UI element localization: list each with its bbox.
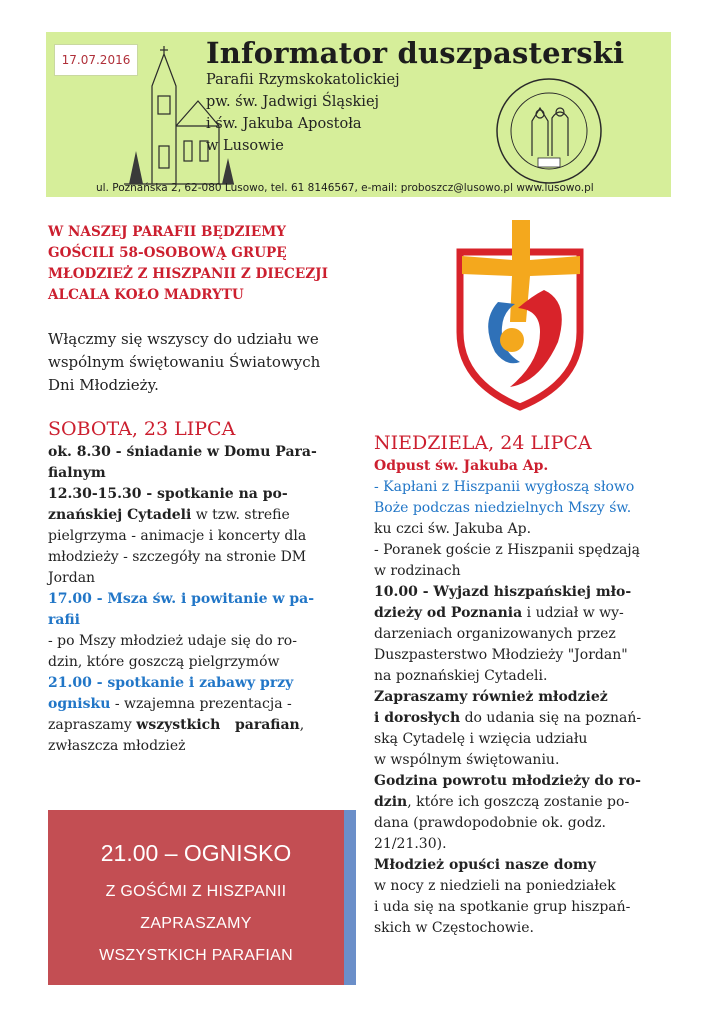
sunday-title: NIEDZIELA, 24 LIPCA	[374, 432, 592, 454]
departure-detail-3: Duszpasterstwo Młodzieży "Jordan"	[374, 647, 628, 663]
departure-detail-4: na poznańskiej Cytadeli.	[374, 668, 548, 684]
issue-date: 17.07.2016	[54, 44, 138, 76]
bonfire-announcement-box	[48, 810, 344, 985]
return-detail-2: dana (prawdopodobnie ok. godz.	[374, 815, 606, 831]
headline-line: W NASZEJ PARAFII BĘDZIEMY	[48, 224, 286, 240]
bonfire-box-line: Z GOŚĆMI Z HISZPANII	[105, 883, 287, 900]
headline	[48, 222, 348, 306]
headline-line: GOŚCILI 58-OSOBOWĄ GRUPĘ	[48, 245, 287, 261]
intro-paragraph	[48, 328, 348, 397]
invitation-detail-3: w wspólnym świętowaniu.	[374, 752, 560, 768]
meeting-place: znańskiej Cytadeli	[48, 507, 192, 523]
bonfire-box-line: ZAPRASZAMY	[140, 915, 252, 932]
departure-detail-2: darzeniach organizowanych przez	[374, 626, 616, 642]
morning-line-2: w rodzinach	[374, 563, 461, 579]
bonfire-box-title: 21.00 – OGNISKO	[100, 840, 292, 866]
return-line: Godzina powrotu młodzieży do ro-	[374, 773, 641, 789]
mass-line: 17.00 - Msza św. i powitanie w pa-	[48, 591, 315, 607]
departure-line: 10.00 - Wyjazd hiszpańskiej mło-	[374, 584, 632, 600]
sunday-schedule	[374, 456, 674, 939]
headline-line: MŁODZIEŻ Z HISZPANII Z DIECEZJI	[48, 266, 328, 282]
newsletter-title: Informator duszpasterski	[206, 36, 625, 70]
meeting-detail-4: Jordan	[48, 570, 96, 586]
leaving-detail-2: i uda się na spotkanie grup hiszpań-	[374, 899, 631, 915]
meeting-detail-2: pielgrzyma - animacje i koncerty dla	[48, 528, 307, 544]
leaving-line: Młodzież opuści nasze domy	[374, 857, 596, 873]
morning-line: - Poranek goście z Hiszpanii spędzają	[374, 542, 640, 558]
meeting-detail-3: młodzieży - szczegóły na stronie DM	[48, 549, 307, 565]
intro-line: Włączmy się wszyscy do udziału we	[48, 330, 319, 348]
invitation-detail-2: ską Cytadelę i wzięcia udziału	[374, 731, 588, 747]
after-mass-line: - po Mszy młodzież udaje się do ro-	[48, 633, 297, 649]
invite-all: wszystkich parafian	[136, 717, 300, 733]
breakfast-line-2: fialnym	[48, 465, 106, 481]
bonfire-word: ognisku	[48, 696, 111, 712]
leaving-detail: w nocy z niedzieli na poniedziałek	[374, 878, 616, 894]
return-detail: , które ich goszczą zostanie po-	[407, 794, 630, 810]
headline-line: ALCALA KOŁO MADRYTU	[48, 287, 244, 303]
box-accent-strip	[344, 810, 356, 985]
sunday-section	[374, 432, 674, 939]
bonfire-line: 21.00 - spotkanie i zabawy przy	[48, 675, 294, 691]
breakfast-line: ok. 8.30 - śniadanie w Domu Para-	[48, 444, 317, 460]
leaving-detail-3: skich w Częstochowie.	[374, 920, 534, 936]
bonfire-detail: - wzajemna prezentacja -	[110, 696, 292, 712]
intro-line: Dni Młodzieży.	[48, 376, 159, 394]
intro-line: wspólnym świętowaniu Światowych	[48, 353, 321, 371]
parish-name-line-4: w Lusowie	[206, 138, 284, 154]
invite-text: zapraszamy	[48, 717, 137, 733]
saturday-section	[48, 418, 348, 757]
saturday-schedule	[48, 442, 348, 757]
newsletter-header	[46, 32, 671, 197]
contact-address: ul. Poznańska 2, 62-080 Lusowo, tel. 61 8146567, e-mail: proboszcz@lusowo.pl www.lusowo.pl	[96, 182, 594, 194]
meeting-detail: w tzw. strefie	[191, 507, 290, 523]
meeting-line: 12.30-15.30 - spotkanie na po-	[48, 486, 288, 502]
departure-detail: i udział w wy-	[522, 605, 624, 621]
after-mass-line-2: dzin, które goszczą pielgrzymów	[48, 654, 280, 670]
invitation-adults: i dorosłych	[374, 710, 461, 726]
invite-youth: zwłaszcza młodzież	[48, 738, 186, 754]
parish-seal	[494, 76, 604, 186]
priests-line-2: Boże podczas niedzielnych Mszy św.	[374, 500, 632, 516]
return-detail-3: 21/21.30).	[374, 836, 447, 852]
feast-subtitle: Odpust św. Jakuba Ap.	[374, 458, 549, 474]
invitation-detail: do udania się na poznań-	[460, 710, 642, 726]
invitation-line: Zapraszamy również młodzież	[374, 689, 608, 705]
mass-line-2: rafii	[48, 612, 80, 628]
parish-name-line-3: i św. Jakuba Apostoła	[206, 116, 362, 132]
parish-name-line-1: Parafii Rzymskokatolickiej	[206, 72, 400, 88]
parish-name-line-2: pw. św. Jadwigi Śląskiej	[206, 94, 380, 110]
world-youth-day-logo	[440, 212, 600, 412]
return-word: dzin	[374, 794, 408, 810]
priests-line: - Kapłani z Hiszpanii wygłoszą słowo	[374, 479, 635, 495]
invite-comma: ,	[299, 717, 305, 733]
saturday-title: SOBOTA, 23 LIPCA	[48, 418, 236, 440]
departure-place: dzieży od Poznania	[374, 605, 523, 621]
bonfire-box-line: WSZYSTKICH PARAFIAN	[99, 947, 293, 964]
priests-line-3: ku czci św. Jakuba Ap.	[374, 521, 532, 537]
